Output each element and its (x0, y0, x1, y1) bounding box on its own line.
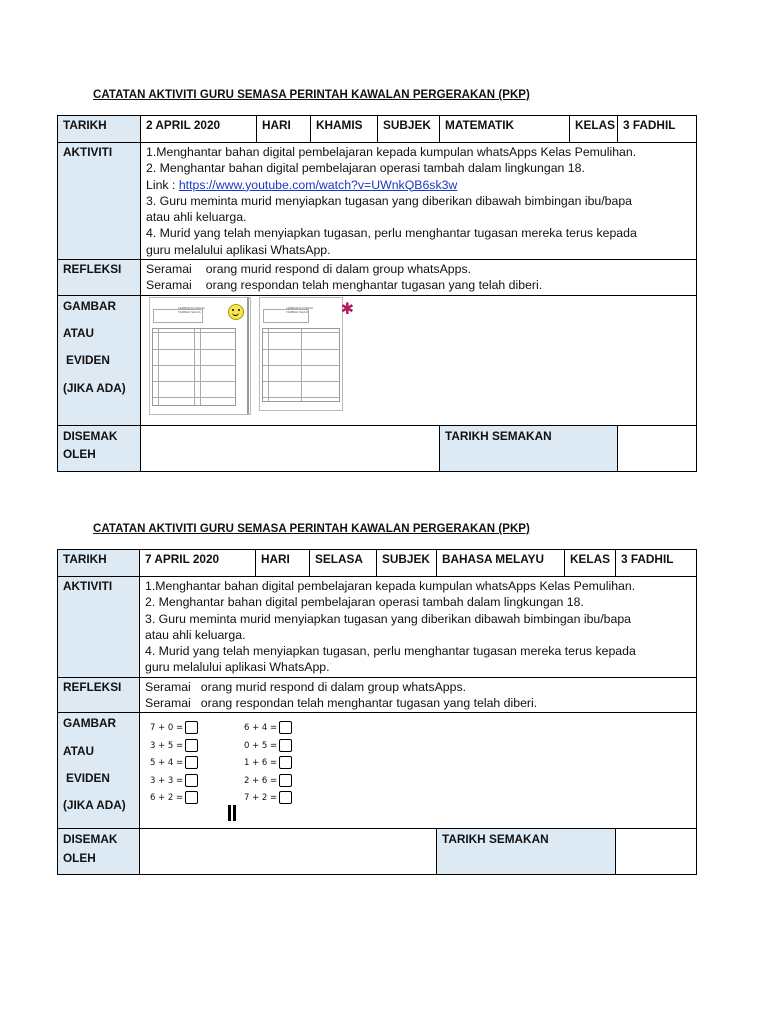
link-prefix: Link : (146, 177, 179, 192)
divider (247, 297, 249, 414)
aktiviti-label: AKTIVITI (58, 577, 140, 678)
answer-box (279, 774, 292, 787)
subjek-label: SUBJEK (377, 550, 437, 577)
refleksi-text: orang respondan telah menghantar tugasan yang telah diberi. (200, 696, 538, 711)
refleksi-seramai: Seramai (145, 696, 191, 711)
jika-ada-word: (JIKA ADA) (63, 798, 126, 813)
disemak-label (58, 829, 140, 875)
addition-equation: 6 + 2 = (150, 790, 198, 806)
tarikh-semakan-label: TARIKH SEMAKAN (440, 425, 618, 471)
disemak-label (58, 425, 141, 471)
disemak-word: DISEMAK (63, 832, 118, 847)
subjek-value: BAHASA MELAYU (437, 550, 565, 577)
gambar-word: GAMBAR (63, 716, 117, 731)
addition-equation: 6 + 4 = (244, 720, 292, 736)
aktiviti-line: 1.Menghantar bahan digital pembelajaran kepada kumpulan whatsApps Kelas Pemulihan. (145, 579, 636, 593)
kelas-label: KELAS (565, 550, 616, 577)
jika-ada-word: (JIKA ADA) (63, 380, 126, 395)
evidence-cell (140, 713, 697, 829)
answer-box (279, 739, 292, 752)
addition-equation: 3 + 3 = (150, 773, 198, 789)
hari-value: SELASA (310, 550, 377, 577)
answer-box (185, 721, 198, 734)
eviden-word: EVIDEN (66, 353, 110, 368)
mark (228, 805, 231, 821)
addition-equation: 2 + 6 = (244, 773, 292, 789)
answer-box (279, 756, 292, 769)
aktiviti-line: 2. Menghantar bahan digital pembelajaran operasi tambah dalam lingkungan 18. (146, 161, 585, 176)
tarikh-semakan-field[interactable] (616, 829, 697, 875)
record-2-table (57, 549, 697, 875)
refleksi-seramai: Seramai (146, 278, 192, 293)
aktiviti-line: atau ahli keluarga. (145, 627, 246, 642)
refleksi-label: REFLEKSI (58, 677, 140, 713)
kelas-label: KELAS (570, 116, 618, 143)
refleksi-content (140, 677, 697, 713)
oleh-word: OLEH (63, 446, 96, 461)
atau-word: ATAU (63, 743, 95, 758)
gambar-label (58, 713, 140, 829)
aktiviti-line: 4. Murid yang telah menyiapkan tugasan, perlu menghantar tugasan mereka terus kepada (146, 226, 637, 241)
tarikh-semakan-label: TARIKH SEMAKAN (437, 829, 616, 875)
record-2-title: CATATAN AKTIVITI GURU SEMASA PERINTAH KAWALAN PERGERAKAN (PKP) (93, 523, 530, 535)
addition-equation: 7 + 0 = (150, 720, 198, 736)
answer-box (185, 774, 198, 787)
answer-box (185, 739, 198, 752)
tarikh-label: TARIKH (58, 550, 140, 577)
disemak-oleh-field[interactable] (140, 829, 437, 875)
aktiviti-line: guru melalului aplikasi WhatsApp. (146, 242, 331, 257)
addition-equation: 1 + 6 = (244, 755, 292, 771)
aktiviti-line: 3. Guru meminta murid menyiapkan tugasan yang diberikan dibawah bimbingan ibu/bapa (146, 193, 633, 208)
hari-label: HARI (257, 116, 311, 143)
mark (233, 805, 236, 821)
smiley-icon (228, 304, 244, 320)
addition-equation: 5 + 4 = (150, 755, 198, 771)
eviden-word: EVIDEN (66, 770, 110, 785)
addition-equation: 0 + 5 = (244, 738, 292, 754)
hari-label: HARI (256, 550, 310, 577)
answer-box (185, 791, 198, 804)
addition-equation: 3 + 5 = (150, 738, 198, 754)
refleksi-text: orang murid respond di dalam group whatsApps. (205, 262, 472, 277)
aktiviti-label: AKTIVITI (58, 143, 141, 260)
refleksi-text: orang murid respond di dalam group whatsApps. (200, 679, 467, 694)
oleh-word: OLEH (63, 850, 96, 865)
refleksi-label: REFLEKSI (58, 260, 141, 296)
youtube-link[interactable]: https://www.youtube.com/watch?v=UWnkQB6sk3w (178, 177, 458, 192)
worksheet-image-2: LEMBARAN KERJA TAMBAH SHAJA ✱ (259, 297, 343, 411)
hari-value: KHAMIS (311, 116, 378, 143)
refleksi-content (141, 260, 697, 296)
tarikh-label: TARIKH (58, 116, 141, 143)
evidence-cell (141, 295, 697, 425)
refleksi-seramai: Seramai (146, 262, 192, 277)
answer-box (279, 721, 292, 734)
addition-equation: 7 + 2 = (244, 790, 292, 806)
aktiviti-line: 1.Menghantar bahan digital pembelajaran kepada kumpulan whatsApps Kelas Pemulihan. (146, 145, 637, 159)
link-line (146, 177, 691, 193)
record-1-table (57, 115, 697, 472)
gambar-label (58, 295, 141, 425)
aktiviti-line: atau ahli keluarga. (146, 210, 247, 225)
aktiviti-line: 3. Guru meminta murid menyiapkan tugasan yang diberikan dibawah bimbingan ibu/bapa (145, 611, 632, 626)
subjek-value: MATEMATIK (440, 116, 570, 143)
subjek-label: SUBJEK (378, 116, 440, 143)
kelas-value: 3 FADHIL (618, 116, 697, 143)
aktiviti-line: 2. Menghantar bahan digital pembelajaran operasi tambah dalam lingkungan 18. (145, 595, 584, 610)
aktiviti-content (140, 577, 697, 678)
gambar-word: GAMBAR (63, 298, 117, 313)
aktiviti-line: guru melalului aplikasi WhatsApp. (145, 660, 330, 675)
tarikh-semakan-field[interactable] (618, 425, 697, 471)
kelas-value: 3 FADHIL (616, 550, 697, 577)
record-1-title: CATATAN AKTIVITI GURU SEMASA PERINTAH KAWALAN PERGERAKAN (PKP) (93, 89, 530, 101)
tarikh-value: 2 APRIL 2020 (141, 116, 257, 143)
answer-box (185, 756, 198, 769)
refleksi-seramai: Seramai (145, 679, 191, 694)
refleksi-text: orang respondan telah menghantar tugasan yang telah diberi. (205, 278, 543, 293)
star-icon: ✱ (340, 300, 354, 318)
atau-word: ATAU (63, 325, 95, 340)
aktiviti-content (141, 143, 697, 260)
aktiviti-line: 4. Murid yang telah menyiapkan tugasan, perlu menghantar tugasan mereka terus kepada (145, 644, 636, 659)
tarikh-value: 7 APRIL 2020 (140, 550, 256, 577)
disemak-oleh-field[interactable] (141, 425, 440, 471)
disemak-word: DISEMAK (63, 428, 118, 443)
answer-box (279, 791, 292, 804)
worksheet-image-1: LEMBARAN KERJA TAMBAH SHAJA (149, 297, 251, 415)
